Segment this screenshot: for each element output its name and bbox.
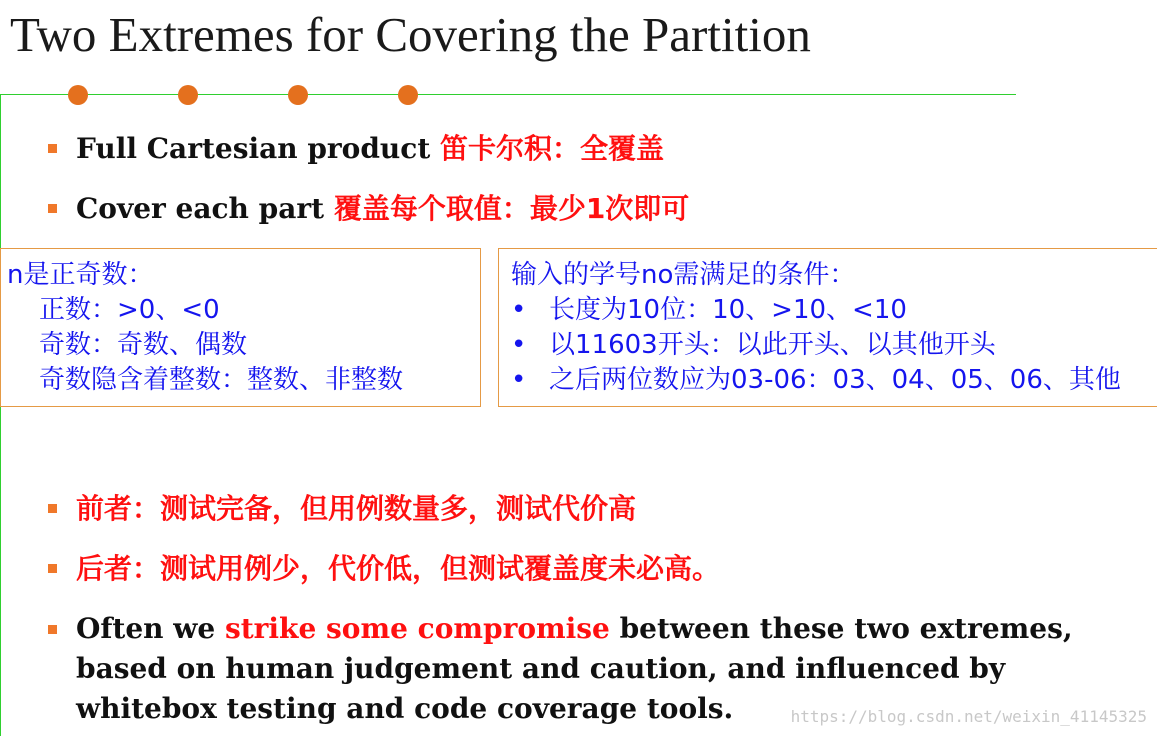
bullet-text-zh: 笛卡尔积：全覆盖	[440, 132, 665, 165]
bullet-item	[48, 191, 689, 227]
square-bullet-icon	[48, 204, 57, 213]
bullet-text-zh: 覆盖每个取值：最少1次即可	[333, 192, 690, 225]
bullet-item	[48, 612, 76, 634]
bullet-text-zh: 后者：测试用例少，代价低，但测试覆盖度未必高。	[76, 552, 721, 585]
bullet-text-en: Cover each part	[76, 192, 334, 225]
header-rule	[0, 94, 1016, 95]
bullet-text-zh: 前者：测试完备，但用例数量多，测试代价高	[76, 492, 637, 525]
box-line: • 之后两位数应为03-06：03、04、05、06、其他	[511, 365, 1121, 395]
decor-dot	[68, 85, 88, 105]
square-bullet-icon	[48, 564, 57, 573]
box-line: 奇数：奇数、偶数	[39, 330, 248, 360]
square-bullet-icon	[48, 144, 57, 153]
bullet-item	[48, 551, 720, 587]
bullet-dot-icon: •	[511, 295, 527, 325]
box-line: 奇数隐含着整数：整数、非整数	[39, 365, 404, 395]
box-heading: n是正奇数：	[7, 260, 154, 290]
bullet-item	[48, 131, 664, 167]
slide-title: Two Extremes for Covering the Partition	[10, 7, 811, 62]
right-note-box	[498, 248, 1157, 407]
left-note-box	[0, 248, 481, 407]
bullet-dot-icon: •	[511, 330, 527, 360]
box-line: 正数：>0、<0	[39, 295, 220, 325]
paragraph-line: based on human judgement and caution, and influenced by	[76, 652, 1006, 685]
decor-dot	[178, 85, 198, 105]
paragraph-line: Often we strike some compromise between these two extremes,	[76, 612, 1073, 645]
decor-dot	[288, 85, 308, 105]
bullet-dot-icon: •	[511, 365, 527, 395]
bullet-item	[48, 491, 636, 527]
box-heading: 输入的学号no需满足的条件：	[511, 260, 856, 290]
square-bullet-icon	[48, 504, 57, 513]
left-rule	[0, 94, 1, 736]
decor-dot	[398, 85, 418, 105]
watermark-url: https://blog.csdn.net/weixin_41145325	[790, 707, 1147, 726]
paragraph-line: whitebox testing and code coverage tools.	[76, 692, 734, 725]
box-line: • 以11603开头：以此开头、以其他开头	[511, 330, 996, 360]
box-line: • 长度为10位：10、>10、<10	[511, 295, 907, 325]
square-bullet-icon	[48, 625, 57, 634]
highlight-text: strike some compromise	[224, 612, 610, 645]
bullet-text-en: Full Cartesian product	[76, 132, 441, 165]
